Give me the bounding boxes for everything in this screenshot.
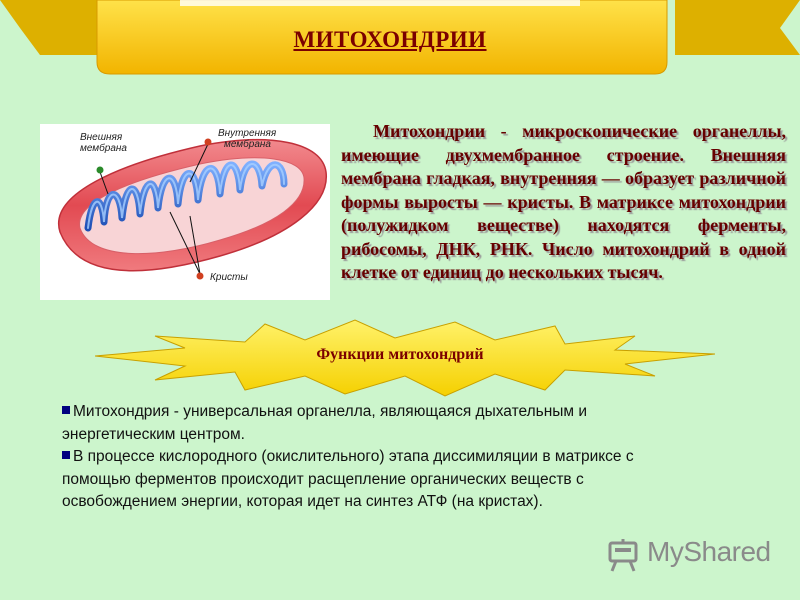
- description-text: Митохондрии - микроскопические органеллы, имеющие двухмембранное строение. Внешняя мембрана гладкая, внутренняя — образует различной формы выросты — кристы. В матриксе митохондрии (полужидком веществе) находятся ферменты, рибосомы, ДНК, РНК. Число митохондрий в одной клетке от единиц до нескольких тысяч.: [341, 121, 786, 282]
- label-cristae: Кристы: [210, 272, 248, 283]
- list-item: Митохондрия - универсальная органелла, являющаяся дыхательным и энергетическим центром.: [62, 403, 588, 443]
- cristae-pointer-dot: [197, 273, 204, 280]
- watermark-text: MyShared: [647, 536, 771, 567]
- functions-list: [62, 401, 702, 514]
- bullet-square-icon: [62, 451, 70, 459]
- functions-heading: Функции митохондрий: [316, 346, 484, 363]
- list-item: В процессе кислородного (окислительного) этапа диссимиляции в матриксе с помощью ферментов происходит расщепление органических веществ с освобождением энергии, которая идет на синтез АТФ (на кристах).: [62, 448, 634, 510]
- bullet-square-icon: [62, 406, 70, 414]
- page-title: МИТОХОНДРИИ: [293, 27, 487, 52]
- mitochondrion-illustration: [40, 124, 330, 300]
- presentation-board-icon: [610, 539, 636, 571]
- outer-pointer-dot: [97, 167, 104, 174]
- label-outer-membrane: Внешняя мембрана: [80, 132, 127, 154]
- inner-pointer-dot: [205, 139, 212, 146]
- label-inner-membrane: Внутренняя мембрана: [218, 128, 277, 150]
- banner-right-tail: [675, 0, 800, 55]
